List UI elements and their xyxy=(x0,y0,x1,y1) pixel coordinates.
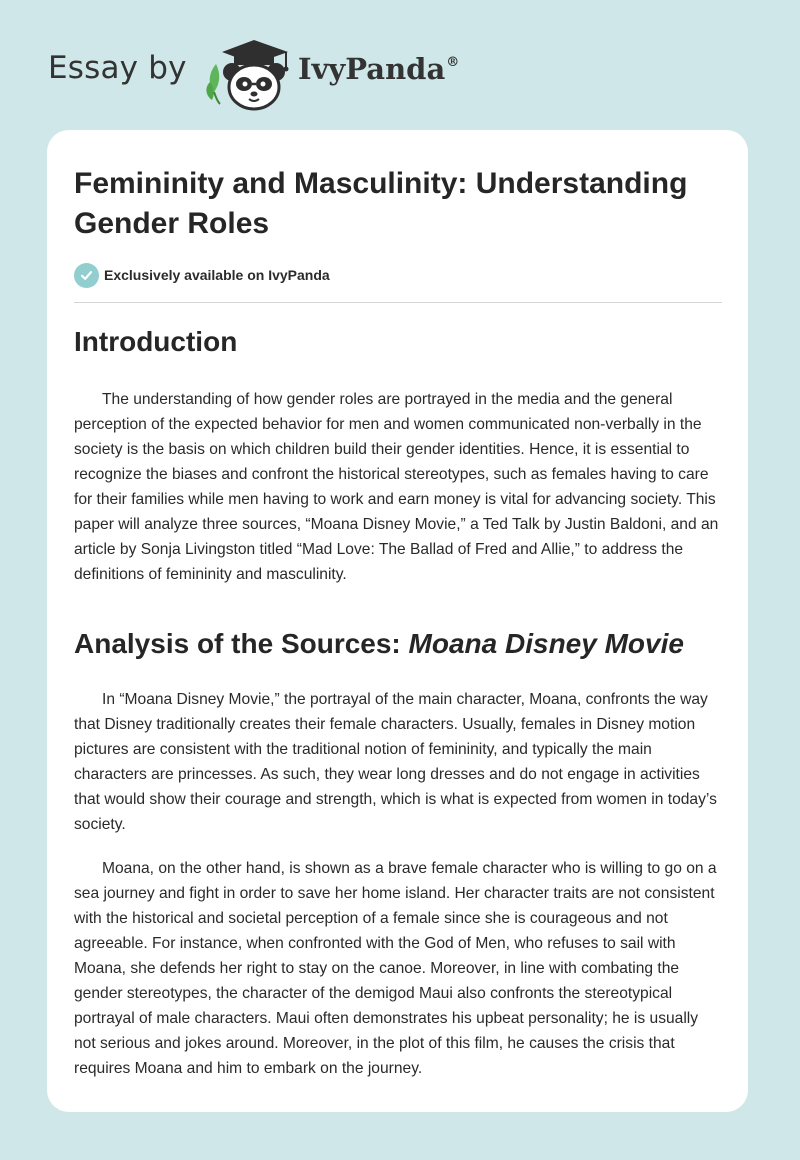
divider xyxy=(74,302,722,303)
registered-mark: ® xyxy=(446,55,460,71)
badge-text: Exclusively available on IvyPanda xyxy=(104,267,330,283)
exclusive-badge xyxy=(74,262,330,288)
section-heading-introduction: Introduction xyxy=(74,326,238,357)
heading-text: Analysis of the Sources: xyxy=(74,628,409,659)
essay-by-label: Essay by xyxy=(48,50,187,86)
site-header xyxy=(0,0,800,125)
essay-card xyxy=(47,130,748,1112)
section-heading-analysis xyxy=(74,628,684,660)
brand-text: IvyPanda xyxy=(298,52,446,86)
brand-name[interactable] xyxy=(298,52,459,86)
panda-graduate-icon xyxy=(200,34,292,112)
heading-italic-text: Moana Disney Movie xyxy=(408,628,684,659)
paragraph: The understanding of how gender roles are portrayed in the media and the general perception of the expected behavior for men and women communicated non-verbally in the society is the basis on which children build their gender identities. Hence, it is essential to recognize the biases and confront the historical stereotypes, such as females having to care for their families while men having to work and earn money is vital for advancing society. This paper will analyze three sources, “Moana Disney Movie,” a Ted Talk by Justin Baldoni, and an article by Sonja Livingston titled “Mad Love: The Ballad of Fred and Allie,” to address the definitions of femininity and masculinity. xyxy=(74,391,719,583)
check-icon xyxy=(74,263,99,288)
essay-title: Femininity and Masculinity: Understanding Gender Roles xyxy=(74,167,688,240)
paragraph: In “Moana Disney Movie,” the portrayal of the main character, Moana, confronts the way that Disney traditionally creates their female characters. Usually, females in Disney motion pictures are consistent with the traditional notion of femininity, and typically the main characters are princesses. As such, they wear long dresses and do not engage in activities that would show their courage and strength, which is what is expected from women in today’s society. xyxy=(74,691,717,833)
paragraph: Moana, on the other hand, is shown as a brave female character who is willing to go on a sea journey and fight in order to save her home island. Her character traits are not consistent with the historical and societal perception of a female since she is courageous and not agreeable. For instance, when confronted with the God of Men, who refuses to sail with Moana, she defends her right to stay on the canoe. Moreover, in line with combating the gender stereotypes, the character of the demigod Maui also confronts the stereotypical portrayal of male characters. Maui often demonstrates his upbeat personality; he is usually not serious and jokes around. Moreover, in the plot of this film, he causes the crisis that requires Moana and him to embark on the journey. xyxy=(74,860,717,1077)
